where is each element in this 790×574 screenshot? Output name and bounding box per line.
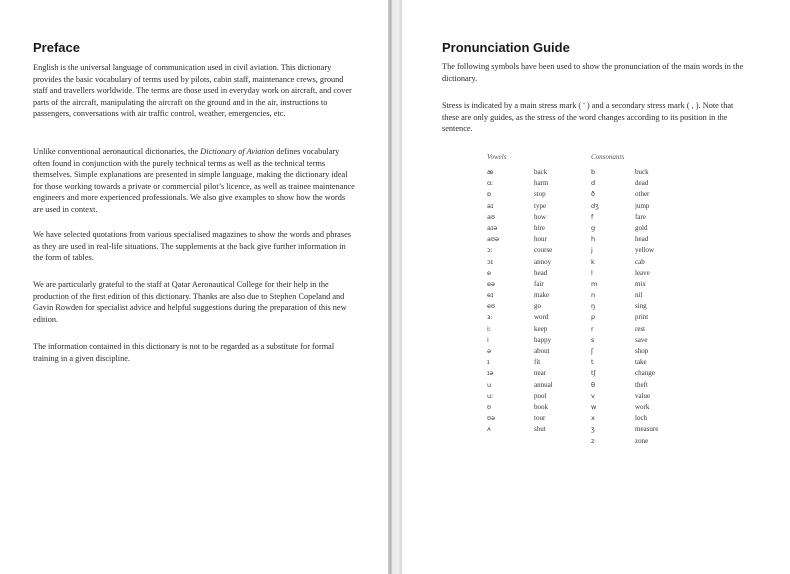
consonant-symbol-column xyxy=(591,167,599,447)
consonant-example-word: cab xyxy=(635,257,645,266)
vowel-example-word: hire xyxy=(534,223,545,232)
consonant-symbol: m xyxy=(591,279,598,288)
preface-paragraph-3: We have selected quotations from various specialised magazines to show the words and phrases as they are used in real-life situations. The supplements at the back give further information in the form of tables. xyxy=(33,230,351,263)
consonants-heading: Consonants xyxy=(591,153,625,161)
preface-paragraph-5: The information contained in this dictionary is not to be regarded as a substitute for formal training in a given discipline. xyxy=(33,342,335,363)
dictionary-title-italic: Dictionary of Aviation xyxy=(200,147,275,156)
vowel-symbol: eʊ xyxy=(487,302,496,311)
consonant-symbol: ʒ xyxy=(591,425,595,434)
vowel-example-word: type xyxy=(534,201,547,210)
vowel-example-word: stop xyxy=(534,190,546,199)
vowel-symbol: ʊə xyxy=(487,414,496,423)
vowel-symbol: i xyxy=(487,335,489,344)
consonant-example-word: value xyxy=(635,391,651,400)
consonant-symbol: h xyxy=(591,235,596,244)
consonant-symbol: b xyxy=(591,168,596,176)
vowel-symbol: eə xyxy=(487,279,495,288)
vowel-example-word: how xyxy=(534,212,547,221)
vowel-example-word: tour xyxy=(534,414,546,423)
vowel-example-word: annoy xyxy=(534,257,552,266)
vowel-example-word: go xyxy=(534,302,541,311)
consonant-symbol: j xyxy=(591,246,593,255)
consonant-example-word: work xyxy=(635,402,650,411)
vowel-example-word: near xyxy=(534,369,547,378)
vowel-symbol: ɪə xyxy=(487,369,494,378)
vowel-example-word: hour xyxy=(534,235,547,244)
vowel-symbol: iː xyxy=(487,324,491,333)
vowel-example-word: make xyxy=(534,291,550,300)
preface-paragraph-4: We are particularly grateful to the staff at Qatar Aeronautical College for their help in the production of the first edition of this dictionary. Thanks are also due to Stephen Copeland and Gavin Rowden for specialist advice and helpful suggestions during the preparation of this new edition. xyxy=(33,280,347,324)
consonant-example-word: loch xyxy=(635,414,648,423)
left-page xyxy=(0,0,388,574)
consonant-example-word: jump xyxy=(635,201,650,210)
vowel-symbol: ɜː xyxy=(487,313,493,322)
consonant-example-word: take xyxy=(635,358,647,367)
consonant-example-word: other xyxy=(635,190,650,199)
consonant-symbol: θ xyxy=(591,380,595,389)
consonant-symbol: s xyxy=(591,335,595,344)
consonant-example-word: buck xyxy=(635,168,649,176)
vowel-example-word: about xyxy=(534,347,550,355)
consonant-symbol: f xyxy=(591,212,594,221)
guide-stress-paragraph: Stress is indicated by a main stress mark ( ' ) and a secondary stress mark ( , ). Note that these are only guides, as the stress of the word changes according to its position in the sentence. xyxy=(442,101,734,134)
vowel-symbol: uː xyxy=(487,391,494,400)
vowel-example-word: fit xyxy=(534,358,541,367)
vowel-symbol: aʊ xyxy=(487,212,495,221)
vowel-symbol: aɪə xyxy=(487,223,498,232)
vowel-symbol: eɪ xyxy=(487,291,494,300)
preface-paragraph-2-start: Unlike conventional aeronautical dictionaries, the xyxy=(33,147,201,156)
vowel-symbol: ʊ xyxy=(487,402,492,411)
consonant-symbol: w xyxy=(591,402,597,411)
consonant-example-word: dead xyxy=(635,179,649,188)
preface-title: Preface xyxy=(33,40,80,55)
vowel-example-word: back xyxy=(534,168,548,176)
consonant-symbol: x xyxy=(591,414,595,423)
consonant-example-word: fare xyxy=(635,212,646,221)
consonant-symbol: l xyxy=(591,268,593,277)
consonant-symbol: t xyxy=(591,358,594,367)
consonant-example-word: print xyxy=(635,313,649,322)
preface-paragraph-1: English is the universal language of communication used in civil aviation. This dictionary provides the basic vocabulary of terms used by pilots, cabin staff, maintenance crews, ground staff and travellers worldwide. The terms are those used in everyday work on aircraft, and cover parts of the aircraft, manipulating the aircraft on the ground and in the air, instructions to passengers, conversations with air traffic control, weather, emergencies, etc. xyxy=(33,63,352,119)
vowel-symbol: u xyxy=(487,380,492,389)
vowel-symbol: ʌ xyxy=(487,425,491,434)
vowel-symbol: e xyxy=(487,268,491,277)
consonant-example-word: nil xyxy=(635,291,643,300)
vowel-symbol: aʊə xyxy=(487,235,499,244)
vowels-heading: Vowels xyxy=(487,153,507,161)
vowel-symbol: ə xyxy=(487,347,491,355)
consonant-symbol: g xyxy=(591,223,596,232)
vowel-example-word: shut xyxy=(534,425,546,434)
consonant-symbol: p xyxy=(591,313,596,322)
consonant-example-word: yellow xyxy=(635,246,655,255)
vowel-example-word: course xyxy=(534,246,553,255)
consonant-symbol: ð xyxy=(591,190,595,199)
consonant-symbol: k xyxy=(591,257,595,266)
consonant-example-word: theft xyxy=(635,380,648,389)
pronunciation-guide-title: Pronunciation Guide xyxy=(442,40,570,55)
consonant-example-word: mix xyxy=(635,279,646,288)
vowel-example-word: annual xyxy=(534,380,553,389)
vowel-example-column xyxy=(534,167,553,436)
vowel-example-word: happy xyxy=(534,335,552,344)
consonant-symbol: ʃ xyxy=(591,347,594,355)
consonant-example-word: head xyxy=(635,235,649,244)
consonant-example-word: sing xyxy=(635,302,647,311)
consonant-example-word: zone xyxy=(635,436,649,445)
consonant-example-word: measure xyxy=(635,425,659,434)
consonant-symbol: ŋ xyxy=(591,302,596,311)
consonant-symbol: tʃ xyxy=(591,369,596,378)
vowel-symbol: æ xyxy=(487,168,494,176)
consonant-example-word: shop xyxy=(635,347,649,355)
preface-paragraph-2 xyxy=(33,146,355,216)
preface-paragraph-2-end: defines vocabulary often found in conjunction with the purely technical terms as well as the technical terms themselves. Simple explanations are presented in simple language, making the dictionary ideal for those working towards a private or commercial pilot’s licence, as well as trainee maintenance engineers and more experienced professionals. We also give examples to show how the words are used in context. xyxy=(33,147,355,214)
consonant-example-word: gold xyxy=(635,223,648,232)
vowel-example-word: fair xyxy=(534,279,544,288)
vowel-symbol: ɪ xyxy=(487,358,490,367)
vowel-example-word: keep xyxy=(534,324,548,333)
vowel-symbol: ɒ xyxy=(487,190,492,199)
consonant-example-word: leave xyxy=(635,268,650,277)
vowel-example-word: pool xyxy=(534,391,547,400)
consonant-symbol: r xyxy=(591,324,594,333)
vowel-example-word: word xyxy=(534,313,549,322)
vowel-symbol: ɔː xyxy=(487,246,493,255)
book-gutter xyxy=(388,0,402,574)
right-page xyxy=(402,0,790,574)
consonant-example-word: rest xyxy=(635,324,646,333)
consonant-symbol: d xyxy=(591,179,596,188)
guide-intro-paragraph: The following symbols have been used to show the pronunciation of the main words in the dictionary. xyxy=(442,62,744,83)
vowel-symbol: ɑː xyxy=(487,179,494,188)
consonant-symbol: dʒ xyxy=(591,201,599,210)
vowel-symbol: aɪ xyxy=(487,201,494,210)
vowel-example-word: harm xyxy=(534,179,549,188)
vowel-symbol: ɔɪ xyxy=(487,257,493,266)
vowel-example-word: book xyxy=(534,402,548,411)
consonant-symbol: v xyxy=(591,391,595,400)
consonant-symbol: z xyxy=(591,436,595,445)
vowel-example-word: head xyxy=(534,268,548,277)
consonant-example-column xyxy=(635,167,658,447)
consonant-example-word: change xyxy=(635,369,655,378)
vowel-symbol-column xyxy=(487,167,499,436)
consonant-example-word: save xyxy=(635,335,648,344)
consonant-symbol: n xyxy=(591,291,596,300)
